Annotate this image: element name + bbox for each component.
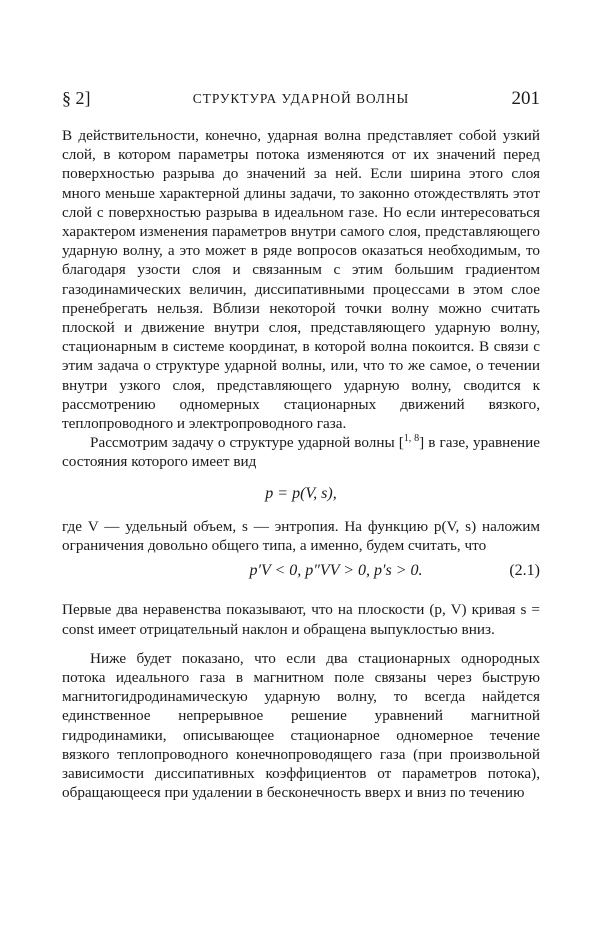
inequalities-math: p′V < 0, p″VV > 0, p′s > 0.: [249, 562, 423, 580]
page-number: 201: [511, 88, 540, 109]
paragraph-4: Первые два неравенства показывают, что на плоскости (p, V) кривая s = const имеет отрицательный наклон и обращена выпуклостью вниз.: [62, 601, 540, 638]
equation-number: (2.1): [509, 562, 540, 580]
paragraph-2: [62, 433, 540, 471]
running-header: [62, 88, 540, 118]
paragraph-5: Ниже будет показано, что если два стационарных однородных потока идеального газа в магнитном поле связаны через быструю магнитогидродинамическую ударную волну, то всегда найдется единственное непрерывное решение уравнений магнитной гидродинамики, описывающее стационарное одномерное течение вязкого теплопроводного конечнопроводящего газа (при произвольной зависимости диссипативных коэффициентов от параметров потока), обращающееся при удалении в бесконечность вверх и вниз по течению: [62, 649, 540, 802]
body-text: [62, 126, 540, 803]
paragraph-1: В действительности, конечно, ударная волна представляет собой узкий слой, в котором параметры потока изменяются от их значений перед поверхностью разрыва до значений за ней. Если ширина этого слоя много меньше характерной длины задачи, то законно отождествлять этот слой с поверхностью разрыва в идеальном газе. Но если интересоваться характером изменения параметров внутри самого слоя, представляющего ударную волну, а это может в ряде вопросов оказаться необходимым, то благодаря узости слоя и связанным с этим большим градиентом газодинамических величин, диссипативными процессами в этом слое пренебрегать нельзя. Вблизи некоторой точки волну можно считать плоской и движение внутри слоя, представляющего ударную волну, стационарным в системе координат, в которой волна покоится. В связи с этим задача о структуре ударной волны, или, что то же самое, о течении внутри узкого слоя, представляющего ударную волну, сводится к рассмотрению одномерных стационарных движений вязкого, теплопроводного и электропроводного газа.: [62, 127, 540, 433]
paragraph-3: где V — удельный объем, s — энтропия. На функцию p(V, s) наложим ограничения довольно общего типа, а именно, будем считать, что: [62, 517, 540, 555]
section-marker: § 2]: [62, 88, 91, 108]
equation-of-state: p = p(V, s),: [265, 484, 337, 502]
paragraph-2-start: Рассмотрим задачу о структуре ударной волны [: [90, 434, 404, 452]
inequalities-formula: [62, 561, 540, 580]
citation-ref: 1, 8: [403, 433, 420, 445]
paragraph-2-end: ] в газе, уравнение состояния которого имеет вид: [62, 434, 541, 471]
running-title: СТРУКТУРА УДАРНОЙ ВОЛНЫ: [192, 91, 410, 106]
